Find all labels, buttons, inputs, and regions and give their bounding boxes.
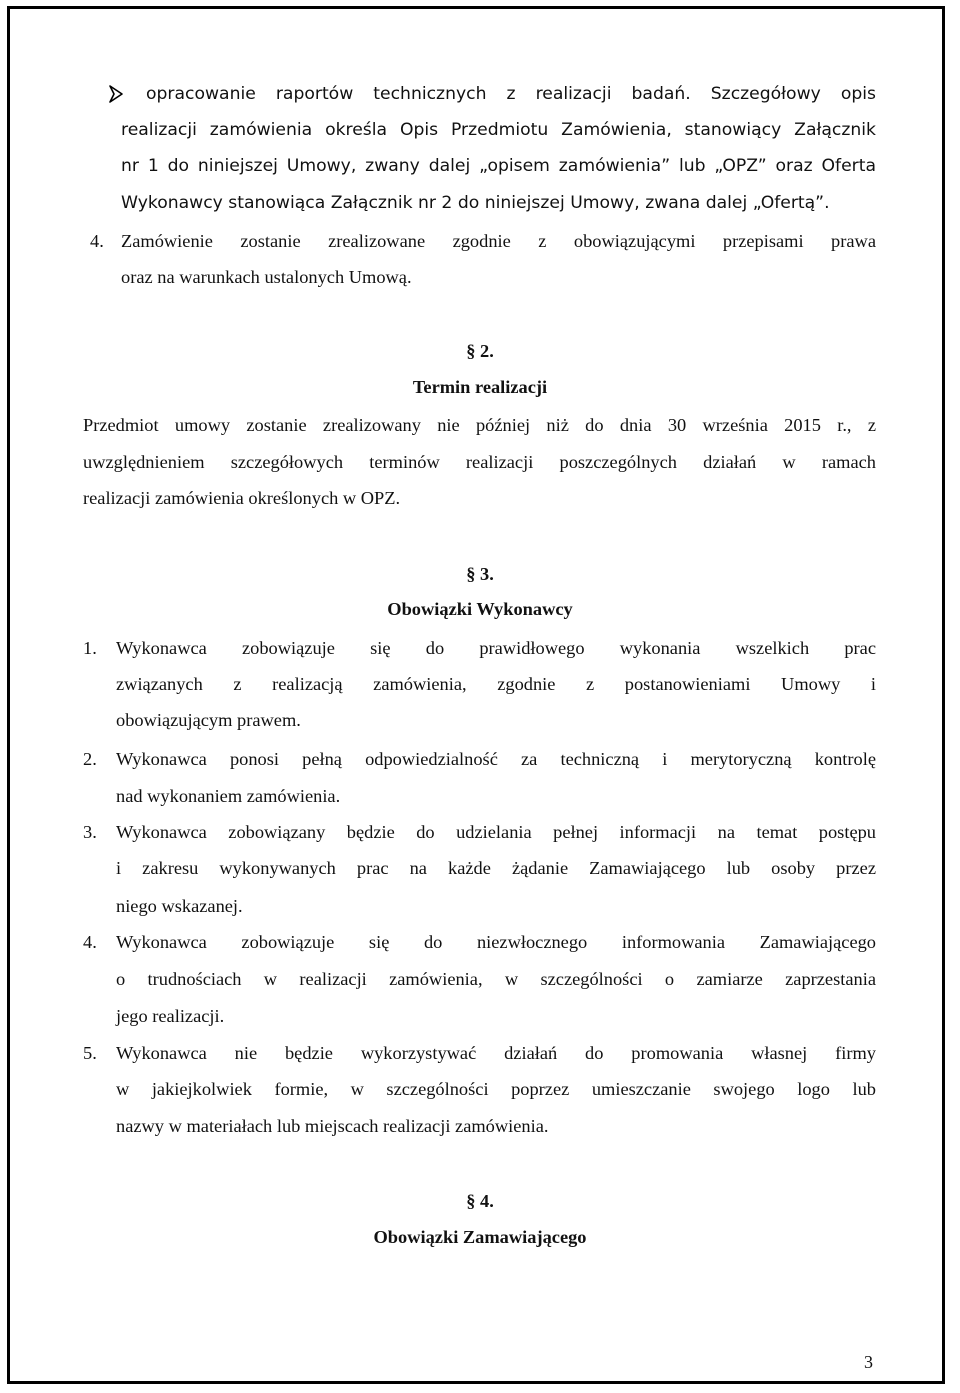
duty-3-line-1: Wykonawca zobowiązany będzie do udzielania pełnej informacji na temat postępu bbox=[116, 822, 876, 842]
duty-1-line-1: Wykonawca zobowiązuje się do prawidłowego wykonania wszelkich prac bbox=[116, 638, 876, 658]
duty-1-number: 1. bbox=[83, 638, 97, 658]
section-3-number: § 3. bbox=[466, 564, 494, 584]
duty-5-line-3: nazwy w materiałach lub miejscach realizacji zamówienia. bbox=[116, 1116, 549, 1136]
bullet-line-2: realizacji zamówienia określa Opis Przedmiotu Zamówienia, stanowiący Załącznik bbox=[121, 120, 876, 140]
section-2-title: Termin realizacji bbox=[412, 377, 548, 397]
arrow-bullet-icon bbox=[108, 84, 124, 104]
duty-3-line-3: niego wskazanej. bbox=[116, 896, 243, 916]
duty-3-number: 3. bbox=[83, 822, 97, 842]
section-3-title: Obowiązki Wykonawcy bbox=[387, 599, 573, 619]
item4-number: 4. bbox=[90, 231, 104, 251]
duty-5-number: 5. bbox=[83, 1043, 97, 1063]
duty-5-line-1: Wykonawca nie będzie wykorzystywać działań do promowania własnej firmy bbox=[116, 1043, 876, 1063]
duty-4-line-1: Wykonawca zobowiązuje się do niezwłocznego informowania Zamawiającego bbox=[116, 932, 876, 952]
duty-4-number: 4. bbox=[83, 932, 97, 952]
section-2-line-2: uwzględnieniem szczegółowych terminów realizacji poszczególnych działań w ramach bbox=[83, 452, 876, 472]
duty-1-line-3: obowiązującym prawem. bbox=[116, 710, 301, 730]
section-4-number: § 4. bbox=[466, 1191, 494, 1211]
duty-4-line-2: o trudnościach w realizacji zamówienia, w szczególności o zamiarze zaprzestania bbox=[116, 969, 876, 989]
duty-2-line-1: Wykonawca ponosi pełną odpowiedzialność za techniczną i merytoryczną kontrolę bbox=[116, 749, 876, 769]
section-2-line-3: realizacji zamówienia określonych w OPZ. bbox=[83, 488, 401, 508]
duty-5-line-2: w jakiejkolwiek formie, w szczególności poprzez umieszczanie swojego logo lub bbox=[116, 1079, 876, 1099]
bullet-line-4: Wykonawcy stanowiąca Załącznik nr 2 do niniejszej Umowy, zwana dalej „Ofertą”. bbox=[121, 193, 830, 213]
bullet-line-3: nr 1 do niniejszej Umowy, zwany dalej „opisem zamówienia” lub „OPZ” oraz Oferta bbox=[121, 156, 876, 176]
bullet-line-1: opracowanie raportów technicznych z realizacji badań. Szczegółowy opis bbox=[146, 84, 876, 104]
page-number: 3 bbox=[864, 1352, 873, 1372]
section-2-number: § 2. bbox=[466, 341, 494, 361]
duty-2-line-2: nad wykonaniem zamówienia. bbox=[116, 786, 341, 806]
duty-2-number: 2. bbox=[83, 749, 97, 769]
duty-4-line-3: jego realizacji. bbox=[116, 1006, 225, 1026]
duty-3-line-2: i zakresu wykonywanych prac na każde żądanie Zamawiającego lub osoby przez bbox=[116, 858, 876, 878]
section-2-line-1: Przedmiot umowy zostanie zrealizowany nie później niż do dnia 30 września 2015 r., z bbox=[83, 415, 876, 435]
section-4-title: Obowiązki Zamawiającego bbox=[373, 1227, 587, 1247]
duty-1-line-2: związanych z realizacją zamówienia, zgodnie z postanowieniami Umowy i bbox=[116, 674, 876, 694]
item4-line-2: oraz na warunkach ustalonych Umową. bbox=[121, 267, 412, 287]
item4-line-1: Zamówienie zostanie zrealizowane zgodnie z obowiązującymi przepisami prawa bbox=[121, 231, 876, 251]
